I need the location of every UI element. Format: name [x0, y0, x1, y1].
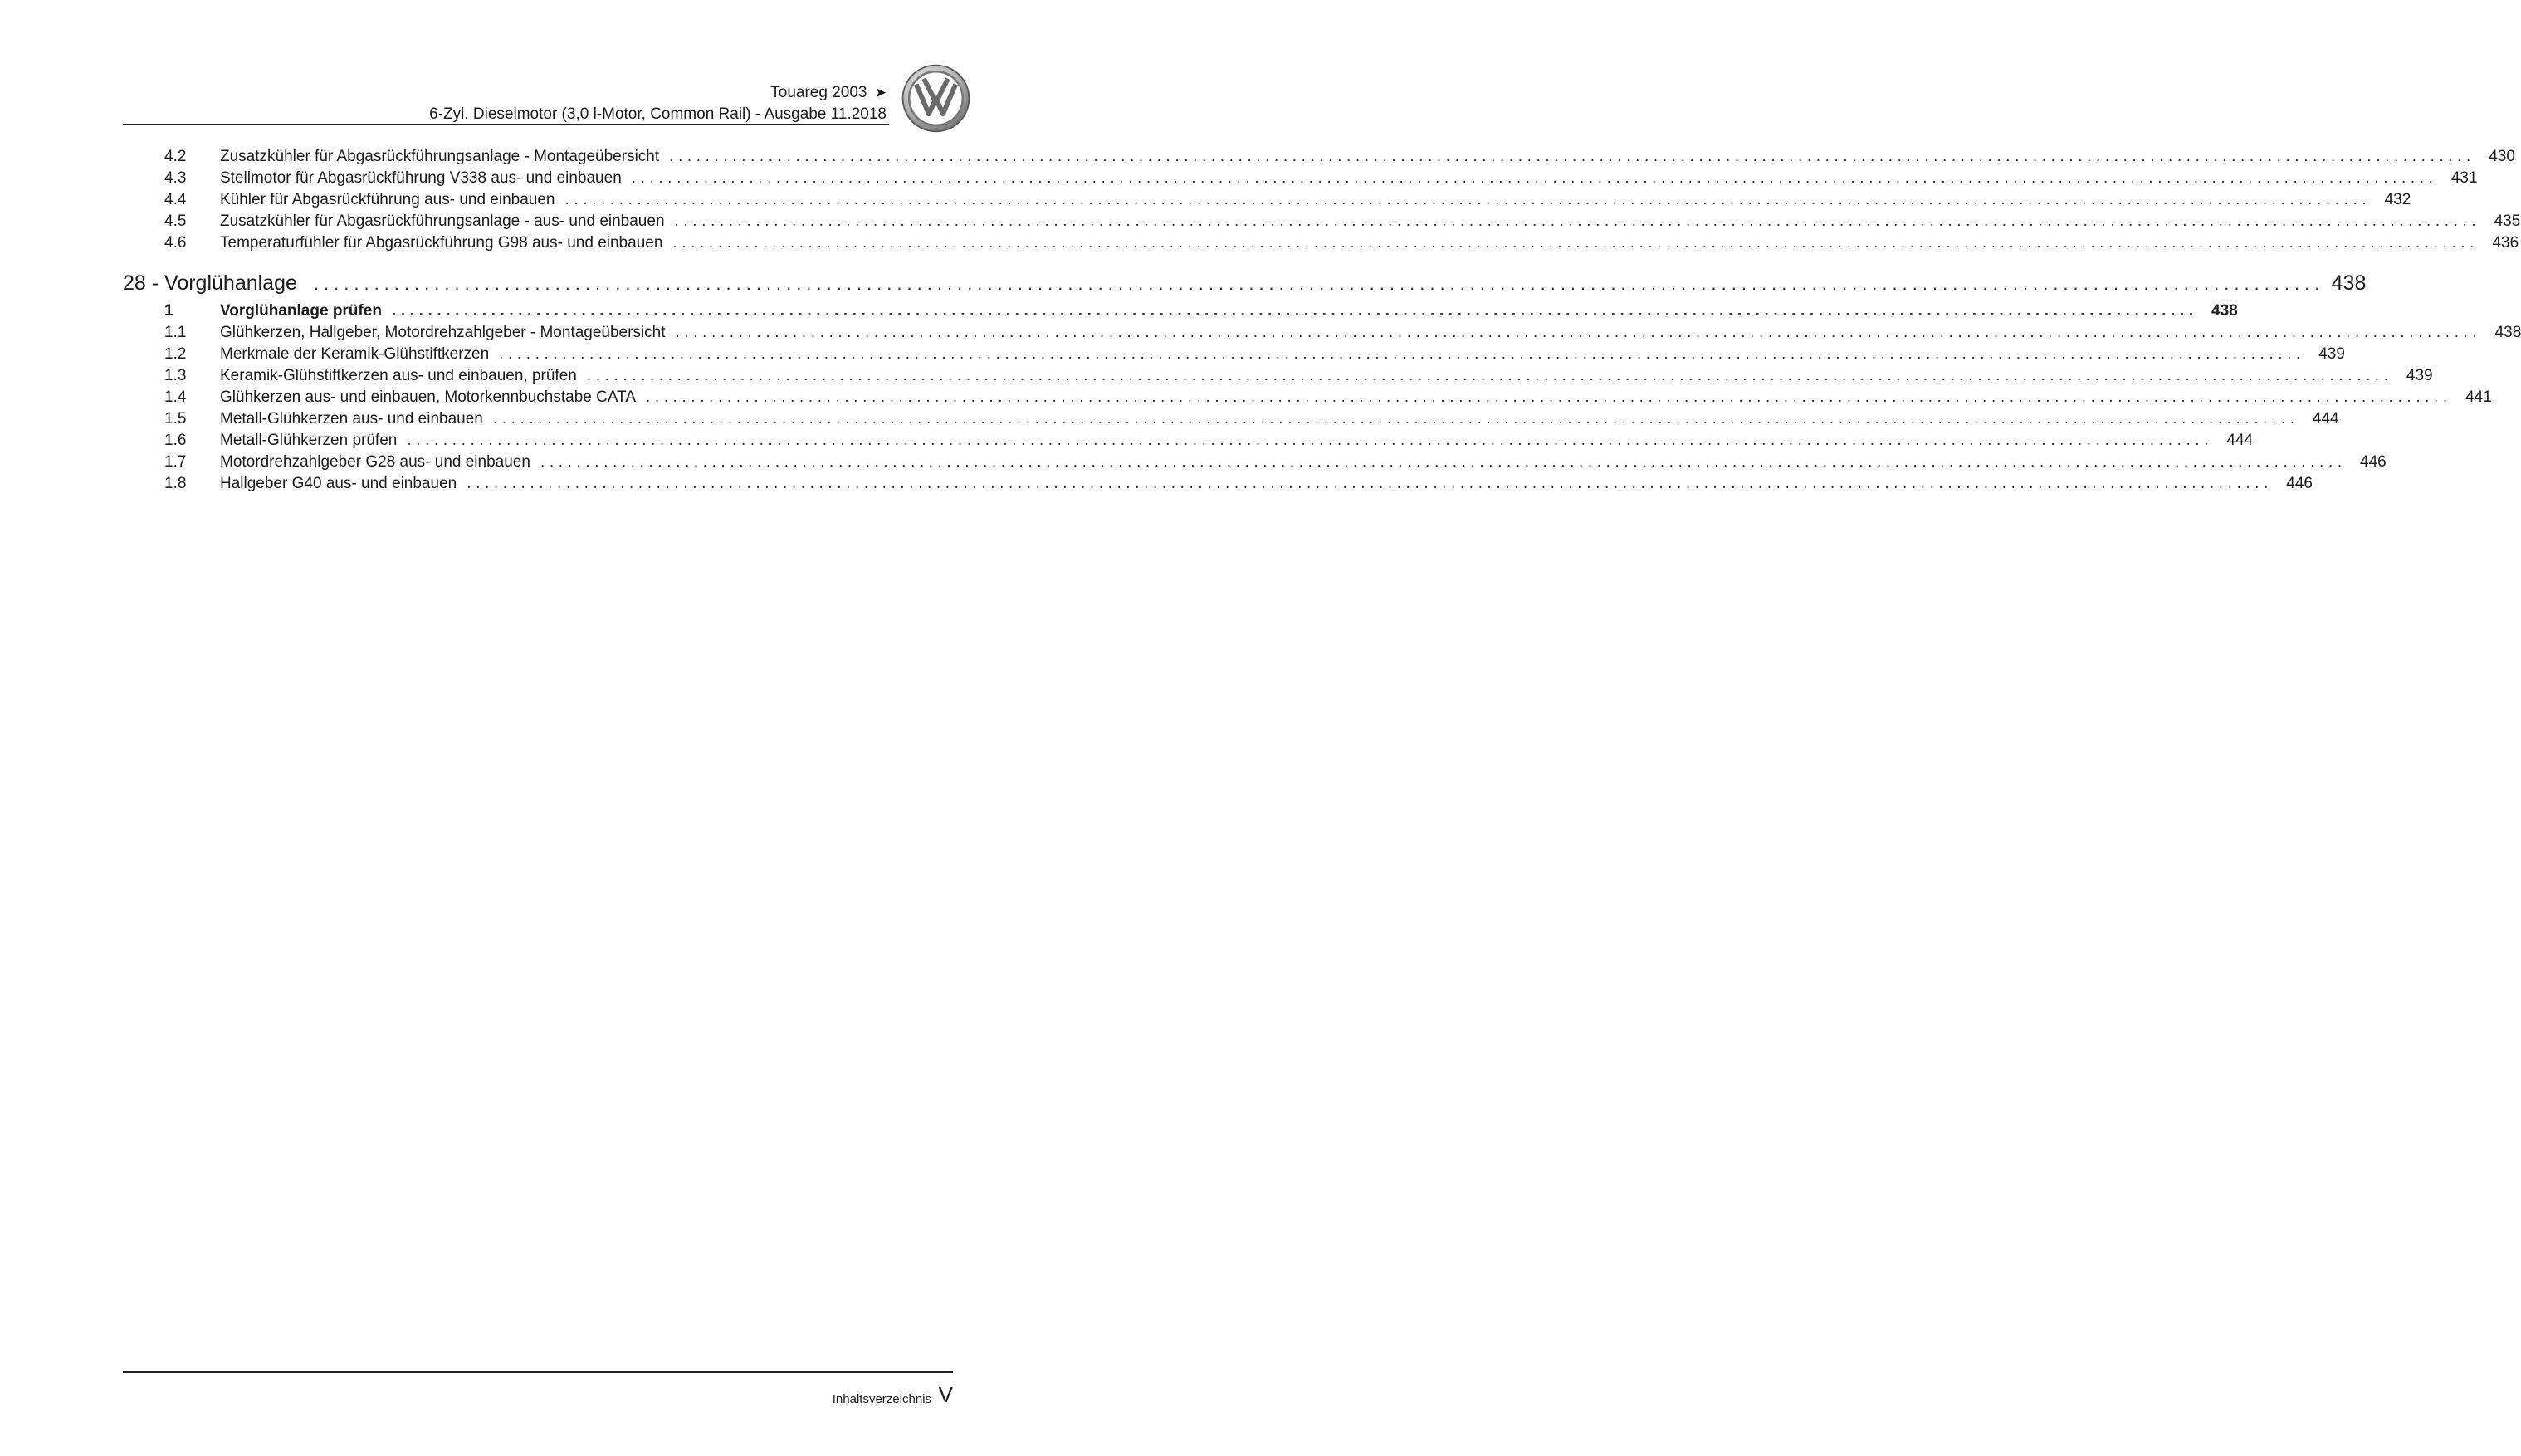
toc-entry-title: Glühkerzen, Hallgeber, Motordrehzahlgeber - Montageübersicht: [220, 324, 666, 341]
toc-entry-title: Temperaturfühler für Abgasrückführung G98 aus- und einbauen: [220, 234, 663, 252]
toc-entry-page: 446: [2286, 475, 2313, 492]
chapter-page-number: 438: [2331, 271, 2367, 295]
toc-leader-dots: ........................................................................................................................................................................................................: [675, 324, 2482, 341]
toc-chapter-heading[interactable]: [123, 267, 2367, 299]
toc-leader-dots: ........................................................................................................................................................................................................: [669, 148, 2475, 165]
header-subtitle: 6-Zyl. Dieselmotor (3,0 l-Motor, Common Rail) - Ausgabe 11.2018: [429, 105, 887, 123]
toc-entry[interactable]: [123, 452, 2387, 473]
toc-entry-title: Metall-Glühkerzen prüfen: [220, 432, 398, 449]
footer-divider: [123, 1371, 953, 1373]
vw-logo-icon: [901, 63, 971, 134]
toc-pre-entries: [123, 146, 2521, 254]
toc-entry-number: 4.2: [164, 148, 187, 165]
toc-entry-number: 4.4: [164, 191, 187, 208]
toc-entry-title: Hallgeber G40 aus- und einbauen: [220, 475, 457, 492]
toc-entry-page: 441: [2465, 388, 2492, 406]
chapter-leader-dots: ........................................................................................................................................................................................................: [313, 273, 2325, 294]
page-header: [0, 0, 1029, 133]
toc-leader-dots: ........................................................................................................................................................................................................: [391, 302, 2198, 320]
toc-entry-page: 444: [2312, 410, 2339, 428]
toc-entry-number: 4.6: [164, 234, 187, 252]
toc-entry[interactable]: [123, 232, 2519, 254]
toc-leader-dots: ........................................................................................................................................................................................................: [407, 432, 2214, 449]
toc-entry[interactable]: [123, 387, 2492, 408]
toc-chapter-entries: [123, 300, 2521, 495]
toc-leader-dots: ........................................................................................................................................................................................................: [499, 345, 2305, 363]
toc-entry-number: 1.6: [164, 432, 187, 449]
toc-entry[interactable]: [123, 473, 2313, 495]
toc-entry-number: 1.4: [164, 388, 187, 406]
arrow-right-icon: ➤: [874, 85, 887, 100]
toc-entry-page: 432: [2384, 191, 2411, 208]
toc-entry-page: 438: [2211, 302, 2238, 320]
toc-leader-dots: ........................................................................................................................................................................................................: [564, 191, 2372, 208]
toc-entry[interactable]: [123, 168, 2478, 189]
header-model-line: [770, 84, 887, 102]
toc-leader-dots: ........................................................................................................................................................................................................: [540, 453, 2347, 471]
toc-leader-dots: ........................................................................................................................................................................................................: [467, 475, 2273, 492]
toc-entry-title: Glühkerzen aus- und einbauen, Motorkennbuchstabe CATA: [220, 388, 636, 406]
toc-entry-title: Kühler für Abgasrückführung aus- und einbauen: [220, 191, 555, 208]
toc-leader-dots: ........................................................................................................................................................................................................: [631, 169, 2438, 187]
toc-entry-page: 430: [2489, 148, 2515, 165]
toc-entry-number: 1.1: [164, 324, 187, 341]
toc-entry[interactable]: [123, 344, 2345, 365]
toc-entry-title: Keramik-Glühstiftkerzen aus- und einbauen, prüfen: [220, 367, 577, 384]
toc-entry-title: Motordrehzahlgeber G28 aus- und einbauen: [220, 453, 530, 471]
toc-entry[interactable]: [123, 211, 2521, 232]
toc-entry[interactable]: [123, 300, 2238, 322]
toc-entry-number: 4.3: [164, 169, 187, 187]
toc-entry-page: 439: [2318, 345, 2345, 363]
toc-entry[interactable]: [123, 365, 2433, 387]
toc-entry-page: 431: [2450, 169, 2478, 187]
toc-leader-dots: ........................................................................................................................................................................................................: [672, 234, 2479, 252]
toc-leader-dots: ........................................................................................................................................................................................................: [646, 388, 2452, 406]
toc-entry-number: 1.5: [164, 410, 187, 428]
toc-entry-title: Metall-Glühkerzen aus- und einbauen: [220, 410, 483, 428]
toc-entry-number: 1.7: [164, 453, 187, 471]
toc-entry-number: 1.3: [164, 367, 187, 384]
toc-entry[interactable]: [123, 408, 2339, 430]
toc-entry-title: Vorglühanlage prüfen: [220, 302, 382, 320]
toc-entry[interactable]: [123, 430, 2254, 452]
toc-entry-page: 438: [2494, 324, 2521, 341]
header-model: Touareg 2003: [770, 84, 867, 101]
toc-leader-dots: ........................................................................................................................................................................................................: [674, 213, 2481, 230]
toc-entry[interactable]: [123, 322, 2521, 344]
toc-entry-title: Zusatzkühler für Abgasrückführungsanlage - Montageübersicht: [220, 148, 660, 165]
footer-section-label: Inhaltsverzeichnis: [832, 1392, 931, 1406]
toc-entry-number: 1: [164, 302, 173, 320]
table-of-contents: [123, 146, 2521, 495]
toc-entry-title: Zusatzkühler für Abgasrückführungsanlage - aus- und einbauen: [220, 213, 665, 230]
toc-entry-page: 436: [2492, 234, 2519, 252]
toc-entry[interactable]: [123, 189, 2411, 211]
toc-leader-dots: ........................................................................................................................................................................................................: [492, 410, 2299, 428]
toc-entry-page: 439: [2406, 367, 2433, 384]
toc-leader-dots: ........................................................................................................................................................................................................: [586, 367, 2393, 384]
footer-page-number: V: [938, 1382, 953, 1407]
toc-entry-title: Stellmotor für Abgasrückführung V338 aus- und einbauen: [220, 169, 622, 187]
toc-entry-number: 1.2: [164, 345, 187, 363]
toc-entry-page: 435: [2494, 213, 2521, 230]
toc-entry-page: 444: [2226, 432, 2254, 449]
toc-entry-number: 4.5: [164, 213, 187, 230]
header-divider: [123, 124, 889, 125]
toc-entry-number: 1.8: [164, 475, 187, 492]
chapter-title: 28 - Vorglühanlage: [123, 271, 297, 295]
toc-entry-page: 446: [2360, 453, 2387, 471]
toc-entry[interactable]: [123, 146, 2515, 168]
toc-entry-title: Merkmale der Keramik-Glühstiftkerzen: [220, 345, 490, 363]
